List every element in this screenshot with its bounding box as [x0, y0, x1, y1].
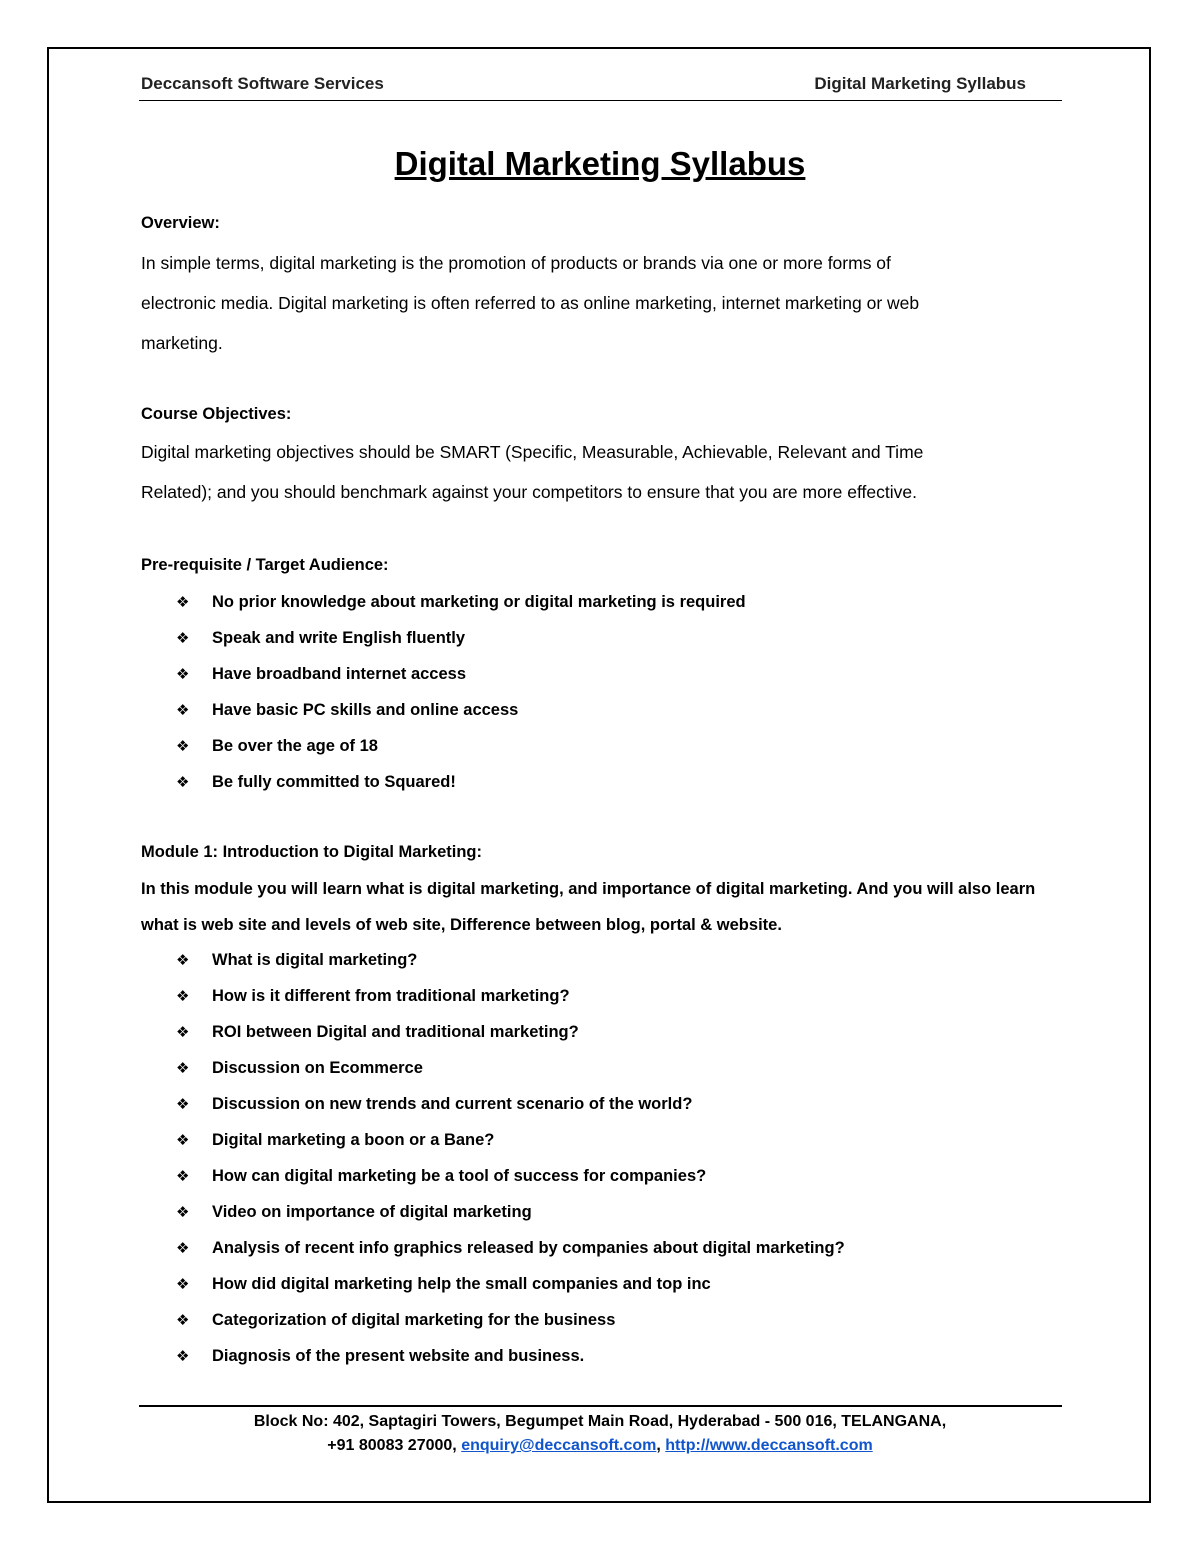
list-item-text: Have broadband internet access: [212, 665, 467, 683]
diamond-bullet-icon: ❖: [176, 1276, 190, 1293]
footer-contact: [0, 1434, 1200, 1458]
list-item: [176, 1194, 845, 1230]
objectives-heading: Course Objectives:: [141, 405, 292, 423]
list-item-text: Be fully committed to Squared!: [212, 773, 456, 791]
header-company: Deccansoft Software Services: [141, 74, 384, 93]
list-item-text: How is it different from traditional marketing?: [212, 987, 570, 1005]
objectives-line-2: Related); and you should benchmark against your competitors to ensure that you are more effective.: [141, 482, 917, 502]
list-item: [176, 1122, 845, 1158]
list-item: [176, 728, 746, 764]
diamond-bullet-icon: ❖: [176, 988, 190, 1005]
list-item: [176, 1230, 845, 1266]
list-item-text: Speak and write English fluently: [212, 629, 466, 647]
footer-phone: +91 80083 27000,: [327, 1437, 462, 1454]
list-item-text: Video on importance of digital marketing: [212, 1203, 532, 1221]
overview-line-3: marketing.: [141, 333, 223, 353]
overview-line-1: In simple terms, digital marketing is the promotion of products or brands via one or more forms of: [141, 253, 891, 273]
list-item: [176, 764, 746, 800]
diamond-bullet-icon: ❖: [176, 1312, 190, 1329]
list-item-text: How can digital marketing be a tool of success for companies?: [212, 1167, 707, 1185]
diamond-bullet-icon: ❖: [176, 952, 190, 969]
overview-paragraph: [141, 243, 1061, 363]
list-item: [176, 978, 845, 1014]
list-item-text: How did digital marketing help the small companies and top inc: [212, 1275, 711, 1293]
list-item-text: Discussion on Ecommerce: [212, 1059, 423, 1077]
module1-intro-line-2: what is web site and levels of web site, Difference between blog, portal & website.: [141, 916, 782, 934]
list-item: [176, 620, 746, 656]
list-item: [176, 1086, 845, 1122]
list-item-text: Analysis of recent info graphics released by companies about digital marketing?: [212, 1239, 845, 1257]
diamond-bullet-icon: ❖: [176, 1348, 190, 1365]
list-item: [176, 1158, 845, 1194]
list-item-text: Diagnosis of the present website and business.: [212, 1347, 585, 1365]
footer-separator: ,: [656, 1437, 666, 1454]
diamond-bullet-icon: ❖: [176, 1096, 190, 1113]
module1-intro-line-1: In this module you will learn what is digital marketing, and importance of digital marketing. And you will also learn: [141, 880, 1036, 898]
diamond-bullet-icon: ❖: [176, 738, 190, 755]
list-item-text: Digital marketing a boon or a Bane?: [212, 1131, 495, 1149]
page-header: [139, 74, 1062, 101]
list-item: [176, 1302, 845, 1338]
module1-intro: [141, 871, 1066, 943]
list-item-text: Discussion on new trends and current scenario of the world?: [212, 1095, 693, 1113]
overview-heading: Overview:: [141, 214, 220, 232]
list-item-text: What is digital marketing?: [212, 951, 418, 969]
diamond-bullet-icon: ❖: [176, 666, 190, 683]
list-item-text: Be over the age of 18: [212, 737, 378, 755]
header-doc-title: Digital Marketing Syllabus: [814, 74, 1026, 93]
list-item: [176, 1266, 845, 1302]
module1-heading: Module 1: Introduction to Digital Marketing:: [141, 843, 482, 861]
module1-topic-list: [176, 942, 845, 1374]
list-item-text: Categorization of digital marketing for the business: [212, 1311, 616, 1329]
prereq-heading: Pre-requisite / Target Audience:: [141, 556, 389, 574]
overview-line-2: electronic media. Digital marketing is often referred to as online marketing, internet marketing or web: [141, 293, 920, 313]
footer-address: Block No: 402, Saptagiri Towers, Begumpet Main Road, Hyderabad - 500 016, TELANGANA,: [253, 1413, 947, 1430]
list-item: [176, 584, 746, 620]
list-item: [176, 942, 845, 978]
list-item-text: ROI between Digital and traditional marketing?: [212, 1023, 579, 1041]
diamond-bullet-icon: ❖: [176, 594, 190, 611]
prereq-list: [176, 584, 746, 800]
diamond-bullet-icon: ❖: [176, 702, 190, 719]
objectives-paragraph: [141, 432, 1061, 512]
diamond-bullet-icon: ❖: [176, 630, 190, 647]
list-item: [176, 1014, 845, 1050]
page-title: Digital Marketing Syllabus: [394, 145, 806, 182]
objectives-line-1: Digital marketing objectives should be SMART (Specific, Measurable, Achievable, Relevant and Time: [141, 442, 924, 462]
diamond-bullet-icon: ❖: [176, 1060, 190, 1077]
email-link[interactable]: enquiry@deccansoft.com: [461, 1437, 657, 1454]
list-item: [176, 1338, 845, 1374]
diamond-bullet-icon: ❖: [176, 1240, 190, 1257]
diamond-bullet-icon: ❖: [176, 1132, 190, 1149]
footer-divider: [139, 1405, 1062, 1407]
list-item: [176, 656, 746, 692]
list-item-text: Have basic PC skills and online access: [212, 701, 519, 719]
list-item-text: No prior knowledge about marketing or digital marketing is required: [212, 593, 746, 611]
diamond-bullet-icon: ❖: [176, 1168, 190, 1185]
diamond-bullet-icon: ❖: [176, 1024, 190, 1041]
list-item: [176, 1050, 845, 1086]
list-item: [176, 692, 746, 728]
website-link[interactable]: http://www.deccansoft.com: [665, 1437, 873, 1454]
diamond-bullet-icon: ❖: [176, 774, 190, 791]
page-footer: [0, 1410, 1200, 1458]
diamond-bullet-icon: ❖: [176, 1204, 190, 1221]
